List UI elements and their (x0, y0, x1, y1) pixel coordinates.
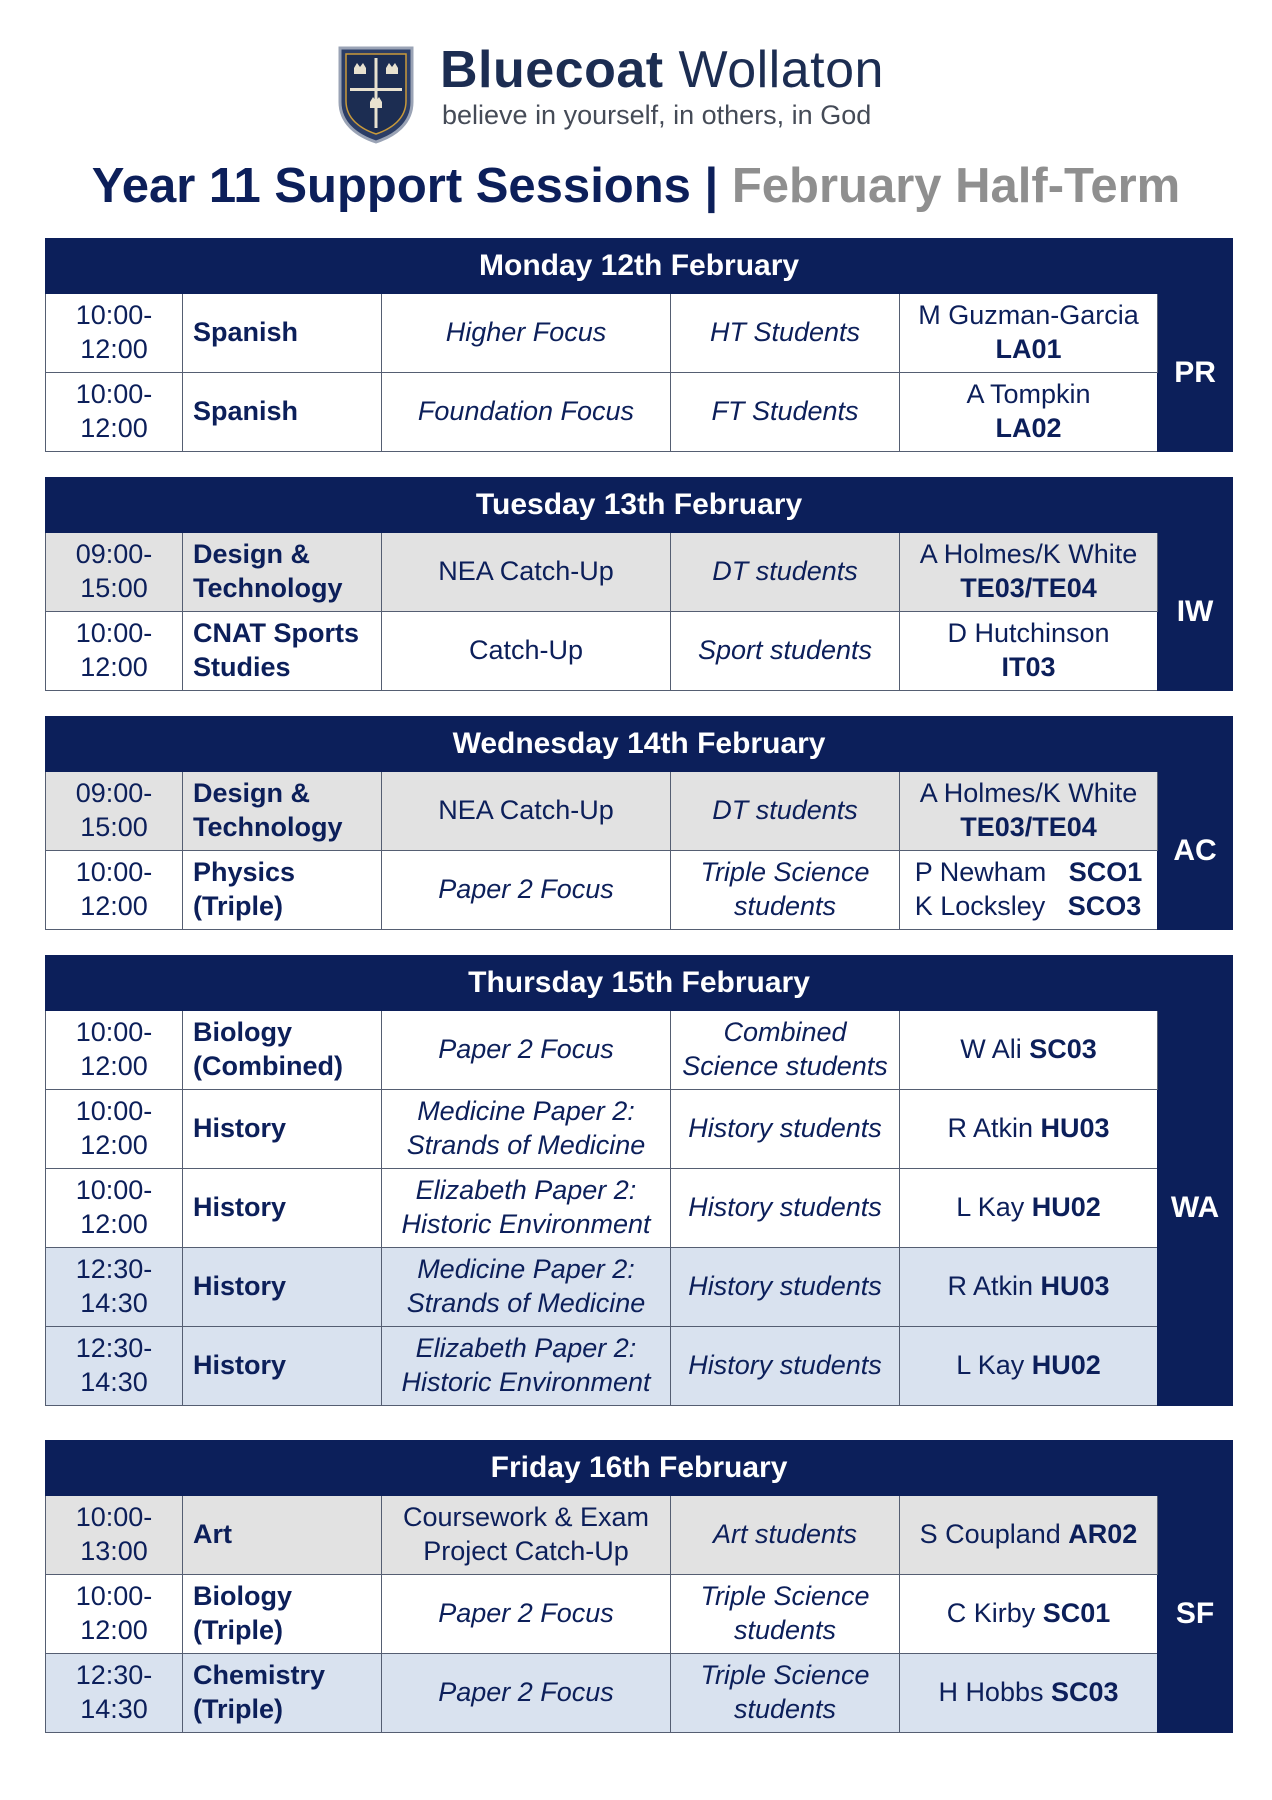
session-time: 09:00- 15:00 (46, 533, 183, 612)
session-subject: Design & Technology (183, 772, 382, 851)
session-audience: Art students (671, 1496, 900, 1575)
session-subject: Design & Technology (183, 533, 382, 612)
session-row (46, 1575, 1233, 1654)
session-row (46, 851, 1233, 930)
staff-name: A Holmes/K White (919, 539, 1138, 570)
room-code: SC03 (1029, 1034, 1097, 1065)
session-subject: Physics (Triple) (183, 851, 382, 930)
staff-initials-code: IW (1158, 533, 1233, 691)
session-staff (900, 1575, 1158, 1654)
school-tagline: believe in yourself, in others, in God (442, 100, 872, 130)
session-staff (900, 612, 1158, 691)
staff-initials-code: PR (1158, 294, 1233, 452)
day-heading: Tuesday 13th February (46, 478, 1233, 533)
room-code: TE03/TE04 (960, 573, 1097, 603)
session-focus: Elizabeth Paper 2: Historic Environment (382, 1327, 671, 1406)
staff-name: C Kirby (946, 1598, 1036, 1629)
session-staff (900, 1248, 1158, 1327)
session-subject: History (183, 1090, 382, 1169)
room-code: LA01 (995, 334, 1062, 364)
room-code: HU03 (1040, 1113, 1110, 1144)
page-title: Year 11 Support Sessions | February Half-Term (91, 159, 1181, 213)
session-focus: Medicine Paper 2: Strands of Medicine (382, 1248, 671, 1327)
session-subject: Biology (Combined) (183, 1011, 382, 1090)
session-focus: Higher Focus (382, 294, 671, 373)
session-focus: NEA Catch-Up (382, 772, 671, 851)
staff-name: R Atkin (947, 1271, 1033, 1302)
session-row (46, 1090, 1233, 1169)
session-staff (900, 1169, 1158, 1248)
session-staff (900, 1090, 1158, 1169)
session-time: 10:00- 12:00 (46, 851, 183, 930)
session-audience: Combined Science students (671, 1011, 900, 1090)
session-row (46, 294, 1233, 373)
session-subject: History (183, 1169, 382, 1248)
room-code: AR02 (1068, 1519, 1138, 1550)
session-time: 12:30- 14:30 (46, 1327, 183, 1406)
session-focus: Coursework & Exam Project Catch-Up (382, 1496, 671, 1575)
session-staff (900, 851, 1158, 930)
day-table (45, 238, 1232, 452)
staff-name: D Hutchinson (947, 618, 1110, 649)
session-staff (900, 1496, 1158, 1575)
session-subject: Art (183, 1496, 382, 1575)
day-table (45, 477, 1232, 691)
session-staff (900, 772, 1158, 851)
session-audience: FT Students (671, 373, 900, 452)
session-time: 10:00- 12:00 (46, 1011, 183, 1090)
session-subject: History (183, 1327, 382, 1406)
room-code: SC03 (1051, 1677, 1119, 1708)
day-table (45, 955, 1232, 1406)
session-audience: HT Students (671, 294, 900, 373)
staff-name: K Locksley (914, 891, 1068, 921)
room-code: TE03/TE04 (960, 812, 1097, 842)
session-time: 10:00- 12:00 (46, 1575, 183, 1654)
session-row (46, 533, 1233, 612)
session-subject: Biology (Triple) (183, 1575, 382, 1654)
session-staff (900, 1327, 1158, 1406)
session-focus: Medicine Paper 2: Strands of Medicine (382, 1090, 671, 1169)
staff-name: H Hobbs (938, 1677, 1044, 1708)
session-time: 10:00- 12:00 (46, 294, 183, 373)
day-table (45, 1440, 1232, 1733)
day-heading: Thursday 15th February (46, 956, 1233, 1011)
session-row (46, 1496, 1233, 1575)
session-focus: Foundation Focus (382, 373, 671, 452)
session-audience: History students (671, 1248, 900, 1327)
session-row (46, 612, 1233, 691)
session-audience: Triple Science students (671, 851, 900, 930)
session-focus: Paper 2 Focus (382, 1011, 671, 1090)
session-row (46, 1169, 1233, 1248)
session-time: 10:00- 13:00 (46, 1496, 183, 1575)
room-code: HU02 (1031, 1192, 1101, 1223)
room-code: HU03 (1040, 1271, 1110, 1302)
staff-name: S Coupland (919, 1519, 1061, 1550)
staff-name: L Kay (956, 1192, 1025, 1223)
session-focus: Paper 2 Focus (382, 1654, 671, 1733)
staff-name: R Atkin (947, 1113, 1033, 1144)
room-code: SCO3 (1067, 891, 1142, 921)
session-subject: CNAT Sports Studies (183, 612, 382, 691)
session-time: 10:00- 12:00 (46, 373, 183, 452)
session-row (46, 772, 1233, 851)
session-row (46, 373, 1233, 452)
session-audience: DT students (671, 533, 900, 612)
session-focus: Paper 2 Focus (382, 1575, 671, 1654)
session-time: 10:00- 12:00 (46, 1090, 183, 1169)
session-focus: NEA Catch-Up (382, 533, 671, 612)
day-table (45, 716, 1232, 930)
session-audience: History students (671, 1169, 900, 1248)
school-crest-shield-icon (336, 44, 416, 144)
staff-name: A Holmes/K White (919, 778, 1138, 809)
header (0, 40, 1272, 150)
staff-initials-code: WA (1158, 1011, 1233, 1406)
room-code: IT03 (1001, 652, 1056, 682)
session-time: 09:00- 15:00 (46, 772, 183, 851)
session-row (46, 1248, 1233, 1327)
session-subject: Chemistry (Triple) (183, 1654, 382, 1733)
room-code: HU02 (1031, 1350, 1101, 1381)
session-staff (900, 1654, 1158, 1733)
room-code: SCO1 (1068, 857, 1143, 888)
session-row (46, 1327, 1233, 1406)
session-staff (900, 294, 1158, 373)
staff-name: A Tompkin (966, 379, 1091, 410)
day-heading: Monday 12th February (46, 239, 1233, 294)
session-audience: Triple Science students (671, 1654, 900, 1733)
room-code: LA02 (995, 413, 1062, 443)
session-time: 10:00- 12:00 (46, 612, 183, 691)
session-staff (900, 533, 1158, 612)
session-audience: DT students (671, 772, 900, 851)
session-focus: Paper 2 Focus (382, 851, 671, 930)
session-time: 12:30- 14:30 (46, 1248, 183, 1327)
session-row (46, 1654, 1233, 1733)
session-audience: History students (671, 1327, 900, 1406)
day-heading: Friday 16th February (46, 1441, 1233, 1496)
day-heading: Wednesday 14th February (46, 717, 1233, 772)
session-audience: Triple Science students (671, 1575, 900, 1654)
session-focus: Catch-Up (382, 612, 671, 691)
session-subject: Spanish (183, 373, 382, 452)
session-audience: Sport students (671, 612, 900, 691)
school-name: Bluecoat Wollaton (440, 41, 884, 99)
session-staff (900, 1011, 1158, 1090)
session-subject: History (183, 1248, 382, 1327)
session-staff (900, 373, 1158, 452)
staff-name: P Newham (914, 857, 1069, 888)
staff-name: L Kay (956, 1350, 1025, 1381)
session-row (46, 1011, 1233, 1090)
session-audience: History students (671, 1090, 900, 1169)
session-focus: Elizabeth Paper 2: Historic Environment (382, 1169, 671, 1248)
staff-initials-code: SF (1158, 1496, 1233, 1733)
staff-name: M Guzman-Garcia (918, 300, 1139, 331)
session-subject: Spanish (183, 294, 382, 373)
staff-name: W Ali (960, 1034, 1022, 1065)
staff-initials-code: AC (1158, 772, 1233, 930)
room-code: SC01 (1042, 1598, 1111, 1629)
session-time: 10:00- 12:00 (46, 1169, 183, 1248)
session-time: 12:30- 14:30 (46, 1654, 183, 1733)
